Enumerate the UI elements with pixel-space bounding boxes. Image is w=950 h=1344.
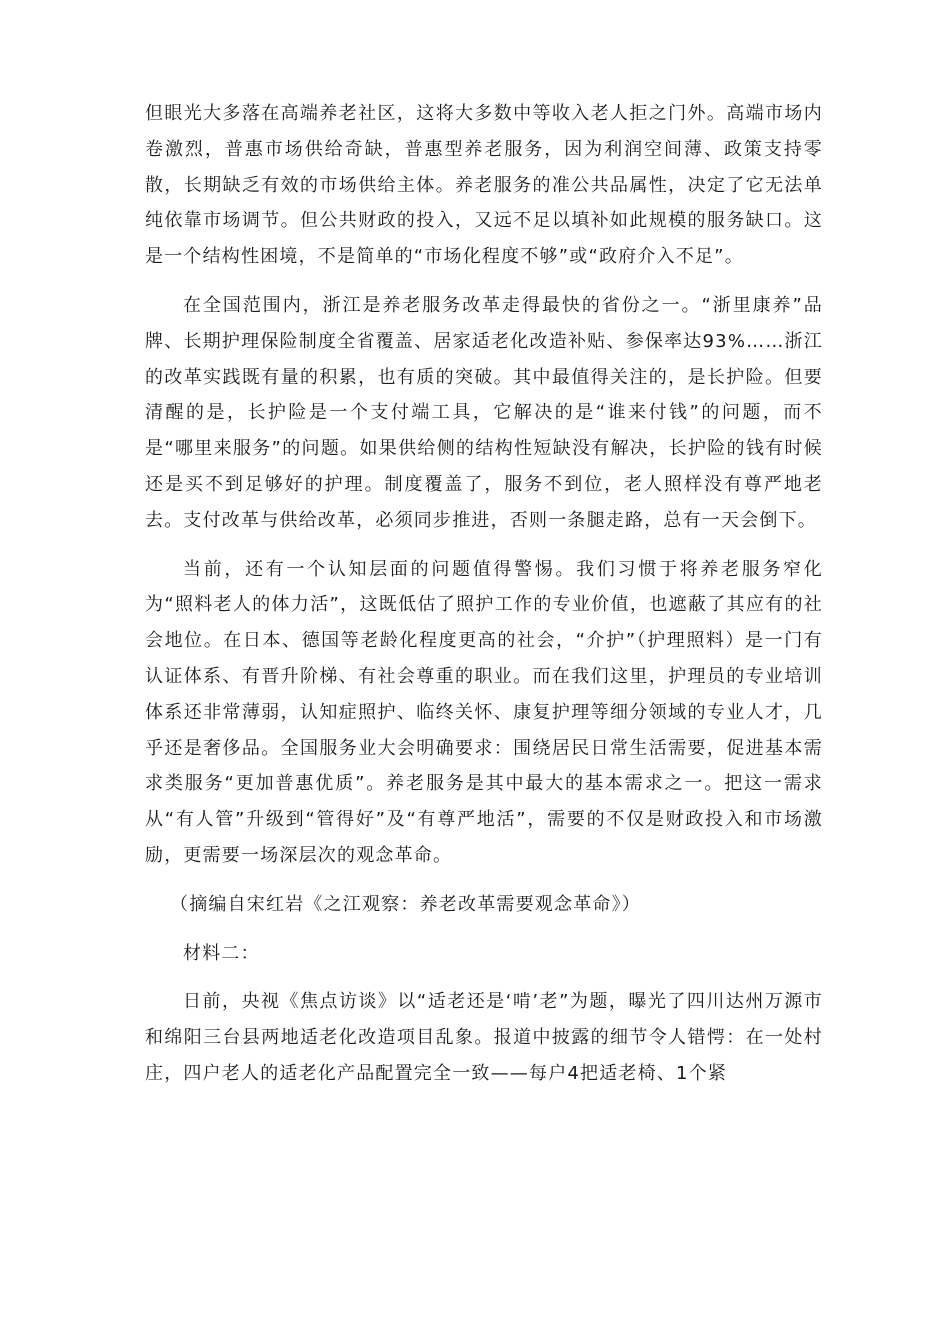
- paragraph-2: 在全国范围内，浙江是养老服务改革走得最快的省份之一。“浙里康养”品牌、长期护理保险制度全省覆盖、居家适老化改造补贴、参保率达93%……浙江的改革实践既有量的积累，也有质的突破。其中最值得关注的，是长护险。但要清醒的是，长护险是一个支付端工具，它解决的是“谁来付钱”的问题，而不是“哪里来服务”的问题。如果供给侧的结构性短缺没有解决，长护险的钱有时候还是买不到足够好的护理。制度覆盖了，服务不到位，老人照样没有尊严地老去。支付改革与供给改革，必须同步推进，否则一条腿走路，总有一天会倒下。: [145, 294, 823, 531]
- paragraph-gap: [145, 874, 823, 887]
- paragraph-gap: [145, 971, 823, 984]
- paragraph-gap: [145, 275, 823, 288]
- paragraph-gap: [145, 923, 823, 936]
- paragraph-1: 但眼光大多落在高端养老社区，这将大多数中等收入老人拒之门外。高端市场内卷激烈，普惠市场供给奇缺，普惠型养老服务，因为利润空间薄、政策支持零散，长期缺乏有效的市场供给主体。养老服务的准公共品属性，决定了它无法单纯依靠市场调节。但公共财政的投入，又远不足以填补如此规模的服务缺口。这是一个结构性困境，不是简单的“市场化程度不够”或“政府介入不足”。: [145, 103, 823, 268]
- material-label: 材料二：: [183, 942, 260, 964]
- document-body: [145, 96, 823, 1092]
- paragraph-gap: [145, 539, 823, 552]
- source-citation: （摘编自宋红岩《之江观察：养老改革需要观念革命》）: [170, 893, 641, 915]
- material2-paragraph: 日前，央视《焦点访谈》以“适老还是‘啃’老”为题，曝光了四川达州万源市和绵阳三台县两地适老化改造项目乱象。报道中披露的细节令人错愕：在一处村庄，四户老人的适老化产品配置完全一致——每户4把适老椅、1个紧: [145, 991, 823, 1084]
- paragraph-3: 当前，还有一个认知层面的问题值得警惕。我们习惯于将养老服务窄化为“照料老人的体力活”，这既低估了照护工作的专业价值，也遮蔽了其应有的社会地位。在日本、德国等老龄化程度更高的社会，“介护”（护理照料）是一门有认证体系、有晋升阶梯、有社会尊重的职业。而在我们这里，护理员的专业培训体系还非常薄弱，认知症照护、临终关怀、康复护理等细分领域的专业人才，几乎还是奢侈品。全国服务业大会明确要求：围绕居民日常生活需要，促进基本需求类服务“更加普惠优质”。养老服务是其中最大的基本需求之一。把这一需求从“有人管”升级到“管得好”及“有尊严地活”，需要的不仅是财政投入和市场激励，更需要一场深层次的观念革命。: [145, 558, 823, 866]
